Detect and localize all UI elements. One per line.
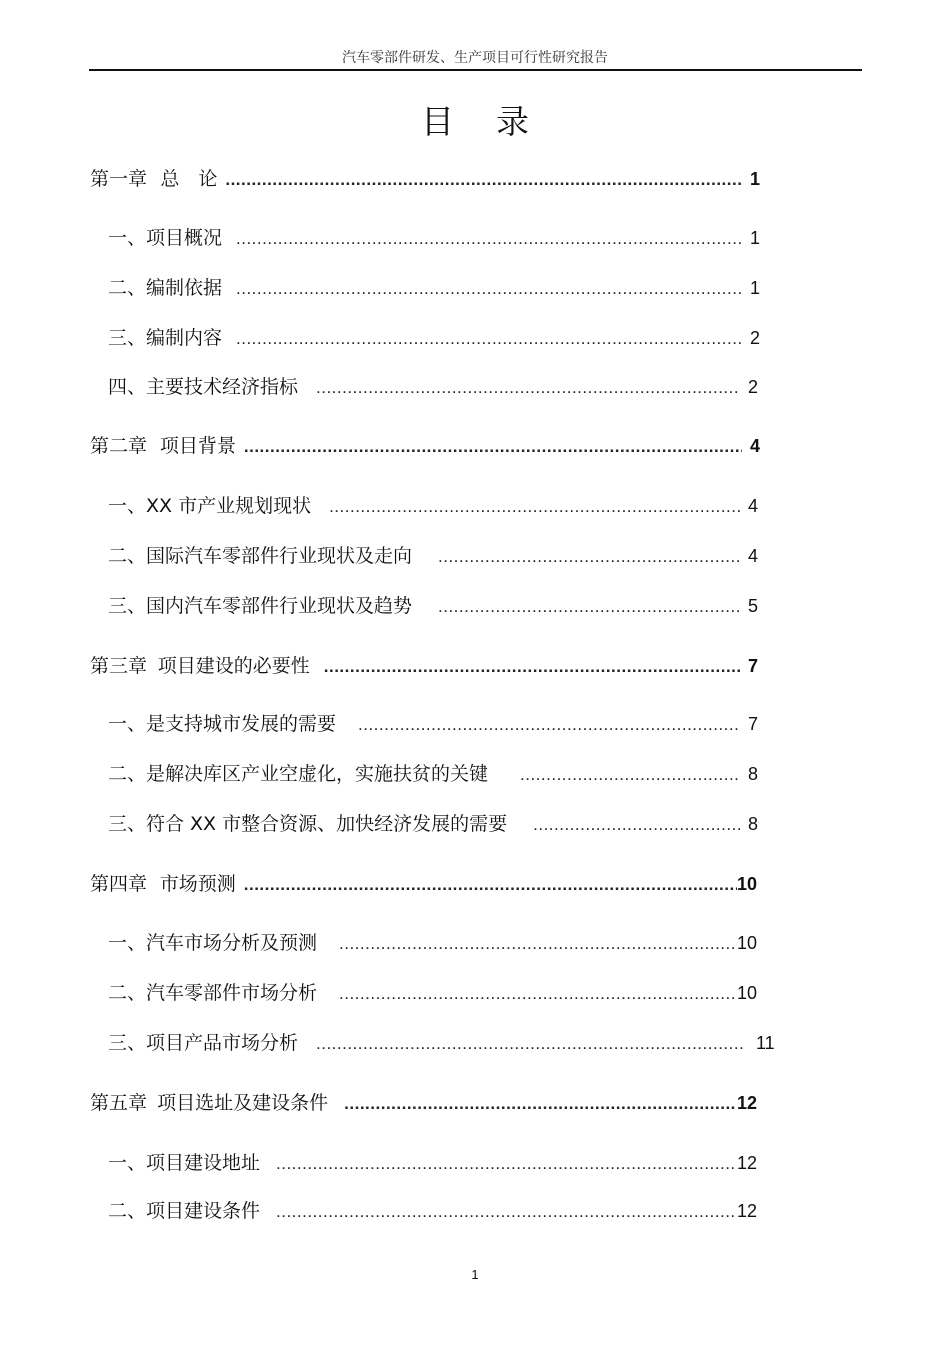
dot-leader [438, 547, 740, 567]
section-title: 三、国内汽车零部件行业现状及趋势 [108, 595, 413, 617]
dot-leader [329, 497, 740, 517]
section-title: 一、是支持城市发展的需要 [108, 713, 337, 735]
section-title: 二、国际汽车零部件行业现状及走向 [108, 545, 413, 567]
toc-section[interactable] [108, 978, 758, 1008]
section-title: 二、编制依据 [108, 277, 223, 299]
dot-leader [324, 657, 740, 677]
toc-section[interactable] [108, 809, 758, 839]
section-title: 一、汽车市场分析及预测 [108, 932, 318, 954]
page-number: 1 [749, 278, 760, 298]
page-number: 12 [737, 1153, 758, 1173]
dot-leader [316, 1034, 744, 1054]
page-number: 11 [756, 1033, 775, 1053]
section-title: 二、项目建设条件 [108, 1200, 261, 1222]
dot-leader [236, 279, 742, 299]
toc-section[interactable] [108, 709, 758, 739]
page-number: 12 [737, 1201, 758, 1221]
page-number: 1 [749, 228, 760, 248]
dot-leader [344, 1094, 737, 1114]
page-number: 4 [747, 496, 758, 516]
toc-section[interactable] [108, 928, 758, 958]
page-number: 12 [737, 1093, 758, 1113]
page-title: 目录 [421, 102, 571, 141]
page-footer-number: 1 [471, 1267, 479, 1282]
section-title: 三、项目产品市场分析 [108, 1032, 299, 1054]
dot-leader [316, 378, 740, 398]
section-title: 三、符合 XX 市整合资源、加快经济发展的需要 [108, 813, 508, 835]
page-number: 5 [747, 596, 758, 616]
section-title: 三、编制内容 [108, 327, 223, 349]
toc-chapter-4[interactable] [90, 869, 758, 899]
toc-chapter-5[interactable] [90, 1088, 758, 1118]
page-number: 8 [747, 764, 758, 784]
dot-leader [236, 329, 742, 349]
chapter-title: 市场预测 [159, 873, 236, 895]
section-title: 一、项目建设地址 [108, 1152, 261, 1174]
toc-chapter-3[interactable] [90, 651, 758, 681]
page-number: 2 [747, 377, 758, 397]
section-title: 一、XX 市产业规划现状 [108, 495, 312, 517]
chapter-title: 项目建设的必要性 [157, 655, 310, 677]
section-title: 四、主要技术经济指标 [108, 376, 299, 398]
toc-section[interactable] [108, 273, 760, 303]
toc-section[interactable] [108, 1196, 758, 1226]
toc-section[interactable] [108, 323, 760, 353]
chapter-title: 项目背景 [159, 435, 236, 457]
page-number: 7 [747, 714, 758, 734]
running-header: 汽车零部件研发、生产项目可行性研究报告 [342, 50, 608, 66]
toc-section[interactable] [108, 372, 758, 402]
dot-leader [244, 437, 742, 457]
chapter-number: 第五章 [90, 1092, 148, 1114]
section-title: 二、是解决库区产业空虚化，实施扶贫的关键 [108, 763, 489, 785]
page-number: 1 [749, 169, 760, 189]
dot-leader [339, 934, 737, 954]
toc-section[interactable] [108, 759, 758, 789]
dot-leader [276, 1202, 737, 1222]
chapter-title: 总 论 [160, 168, 218, 190]
toc-section[interactable] [108, 541, 758, 571]
chapter-number: 第四章 [90, 873, 148, 895]
chapter-number: 第二章 [90, 435, 148, 457]
toc-section[interactable] [108, 491, 758, 521]
dot-leader [236, 229, 742, 249]
page-number: 8 [747, 814, 758, 834]
page-number: 7 [747, 656, 758, 676]
toc-section[interactable] [108, 1028, 774, 1058]
section-title: 一、项目概况 [108, 227, 223, 249]
dot-leader [225, 170, 742, 190]
toc-section[interactable] [108, 223, 760, 253]
chapter-number: 第三章 [90, 655, 148, 677]
page-number: 10 [737, 983, 758, 1003]
dot-leader [358, 715, 740, 735]
chapter-title: 项目选址及建设条件 [157, 1092, 329, 1114]
toc-section[interactable] [108, 1148, 758, 1178]
dot-leader [520, 765, 740, 785]
page-number: 4 [749, 436, 760, 456]
chapter-number: 第一章 [90, 168, 148, 190]
page-number: 4 [747, 546, 758, 566]
toc-chapter-1[interactable] [90, 164, 760, 194]
toc-section[interactable] [108, 591, 758, 621]
section-title: 二、汽车零部件市场分析 [108, 982, 318, 1004]
dot-leader [244, 875, 737, 895]
page-number: 2 [749, 328, 760, 348]
page-number: 10 [737, 933, 758, 953]
dot-leader [438, 597, 740, 617]
dot-leader [533, 815, 740, 835]
dot-leader [339, 984, 737, 1004]
page-number: 10 [737, 874, 758, 894]
toc-chapter-2[interactable] [90, 431, 760, 461]
dot-leader [276, 1154, 737, 1174]
